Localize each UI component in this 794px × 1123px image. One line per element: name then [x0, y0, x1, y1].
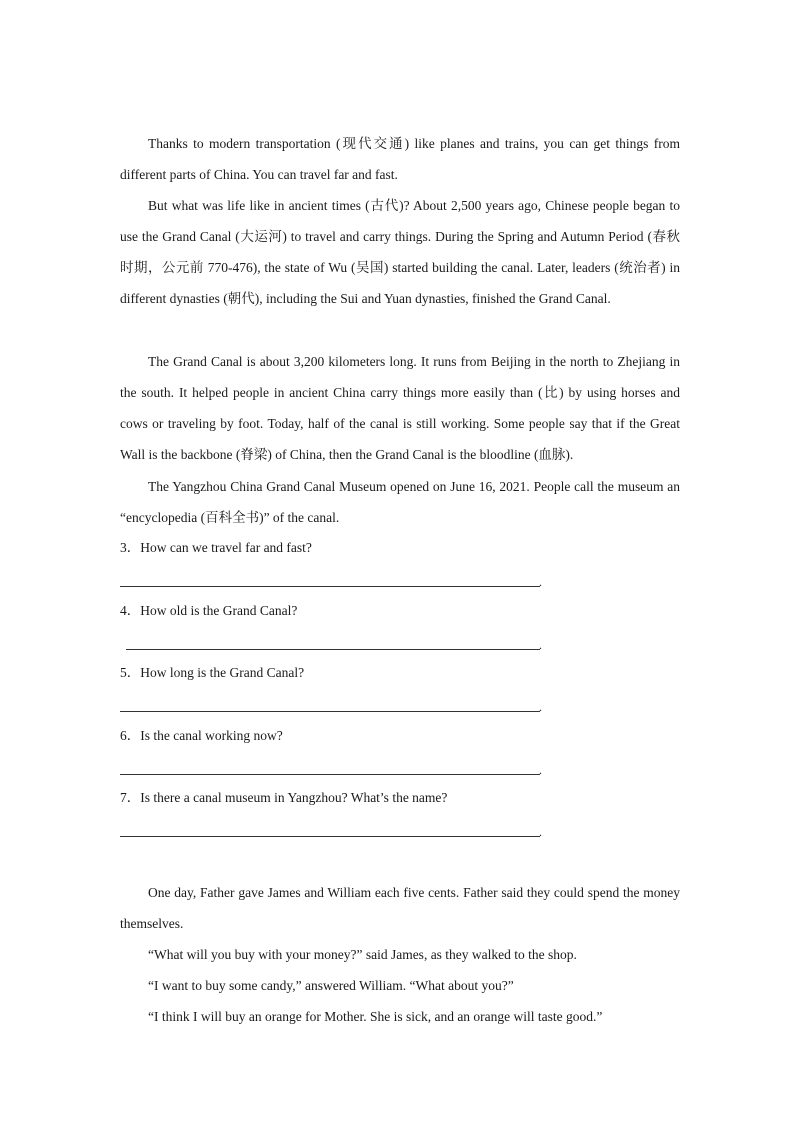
question-4-prompt: How old is the Grand Canal? [140, 603, 298, 618]
passage-paragraph-2: But what was life like in ancient times (古代)? About 2,500 years ago, Chinese people began to use the Grand Canal (大运河) to travel and carry things. During the Spring and Autumn Period (春秋时期，公元前 770-476), the state of Wu (吴国) started building the canal. Later, leaders (统治者) in different dynasties (朝代), including the Sui and Yuan dynasties, finished the Grand Canal. [120, 198, 680, 306]
question-6-answer-period: . [539, 763, 542, 777]
question-3-text [120, 538, 560, 558]
question-5-answer-period: . [539, 700, 542, 714]
question-6-text [120, 726, 560, 746]
story-paragraph-4: “I think I will buy an orange for Mother. She is sick, and an orange will taste good.” [148, 1009, 603, 1024]
question-3-answer-period: . [539, 575, 542, 589]
question-7-prompt: Is there a canal museum in Yangzhou? What’s the name? [140, 790, 448, 805]
question-7-answer-period: . [539, 825, 542, 839]
question-7 [120, 788, 560, 839]
question-3-answer-line[interactable] [120, 586, 540, 587]
question-5-number: 5． [120, 665, 141, 680]
story-paragraph-2: “What will you buy with your money?” said James, as they walked to the shop. [148, 947, 577, 962]
question-5-answer-line[interactable] [120, 711, 540, 712]
question-4 [120, 601, 560, 652]
question-5 [120, 663, 560, 714]
question-6 [120, 726, 560, 777]
question-3 [120, 538, 560, 589]
question-3-number: 3． [120, 540, 141, 555]
question-7-answer-line[interactable] [120, 836, 540, 837]
story-paragraph-3: “I want to buy some candy,” answered William. “What about you?” [148, 978, 514, 993]
question-4-number: 4． [120, 603, 141, 618]
story-paragraph-1: One day, Father gave James and William each five cents. Father said they could spend the money themselves. [120, 885, 680, 931]
question-4-text [120, 601, 560, 621]
passage-paragraph-4: The Yangzhou China Grand Canal Museum opened on June 16, 2021. People call the museum an “encyclopedia (百科全书)” of the canal. [120, 479, 680, 525]
passage-paragraph-1: Thanks to modern transportation (现代交通) like planes and trains, you can get things from different parts of China. You can travel far and fast. [120, 136, 680, 182]
question-7-text [120, 788, 560, 808]
question-4-answer-period: . [539, 638, 542, 652]
question-5-text [120, 663, 560, 683]
question-6-answer-line[interactable] [120, 774, 540, 775]
question-6-number: 6． [120, 728, 141, 743]
passage-paragraph-3: The Grand Canal is about 3,200 kilometers long. It runs from Beijing in the north to Zhejiang in the south. It helped people in ancient China carry things more easily than (比) by using horses and cows or traveling by foot. Today, half of the canal is still working. Some people say that if the Great Wall is the backbone (脊梁) of China, then the Grand Canal is the bloodline (血脉). [120, 354, 680, 462]
question-4-answer-line[interactable] [126, 649, 540, 650]
question-5-prompt: How long is the Grand Canal? [140, 665, 305, 680]
question-6-prompt: Is the canal working now? [140, 728, 283, 743]
question-7-number: 7． [120, 790, 141, 805]
question-3-prompt: How can we travel far and fast? [140, 540, 312, 555]
